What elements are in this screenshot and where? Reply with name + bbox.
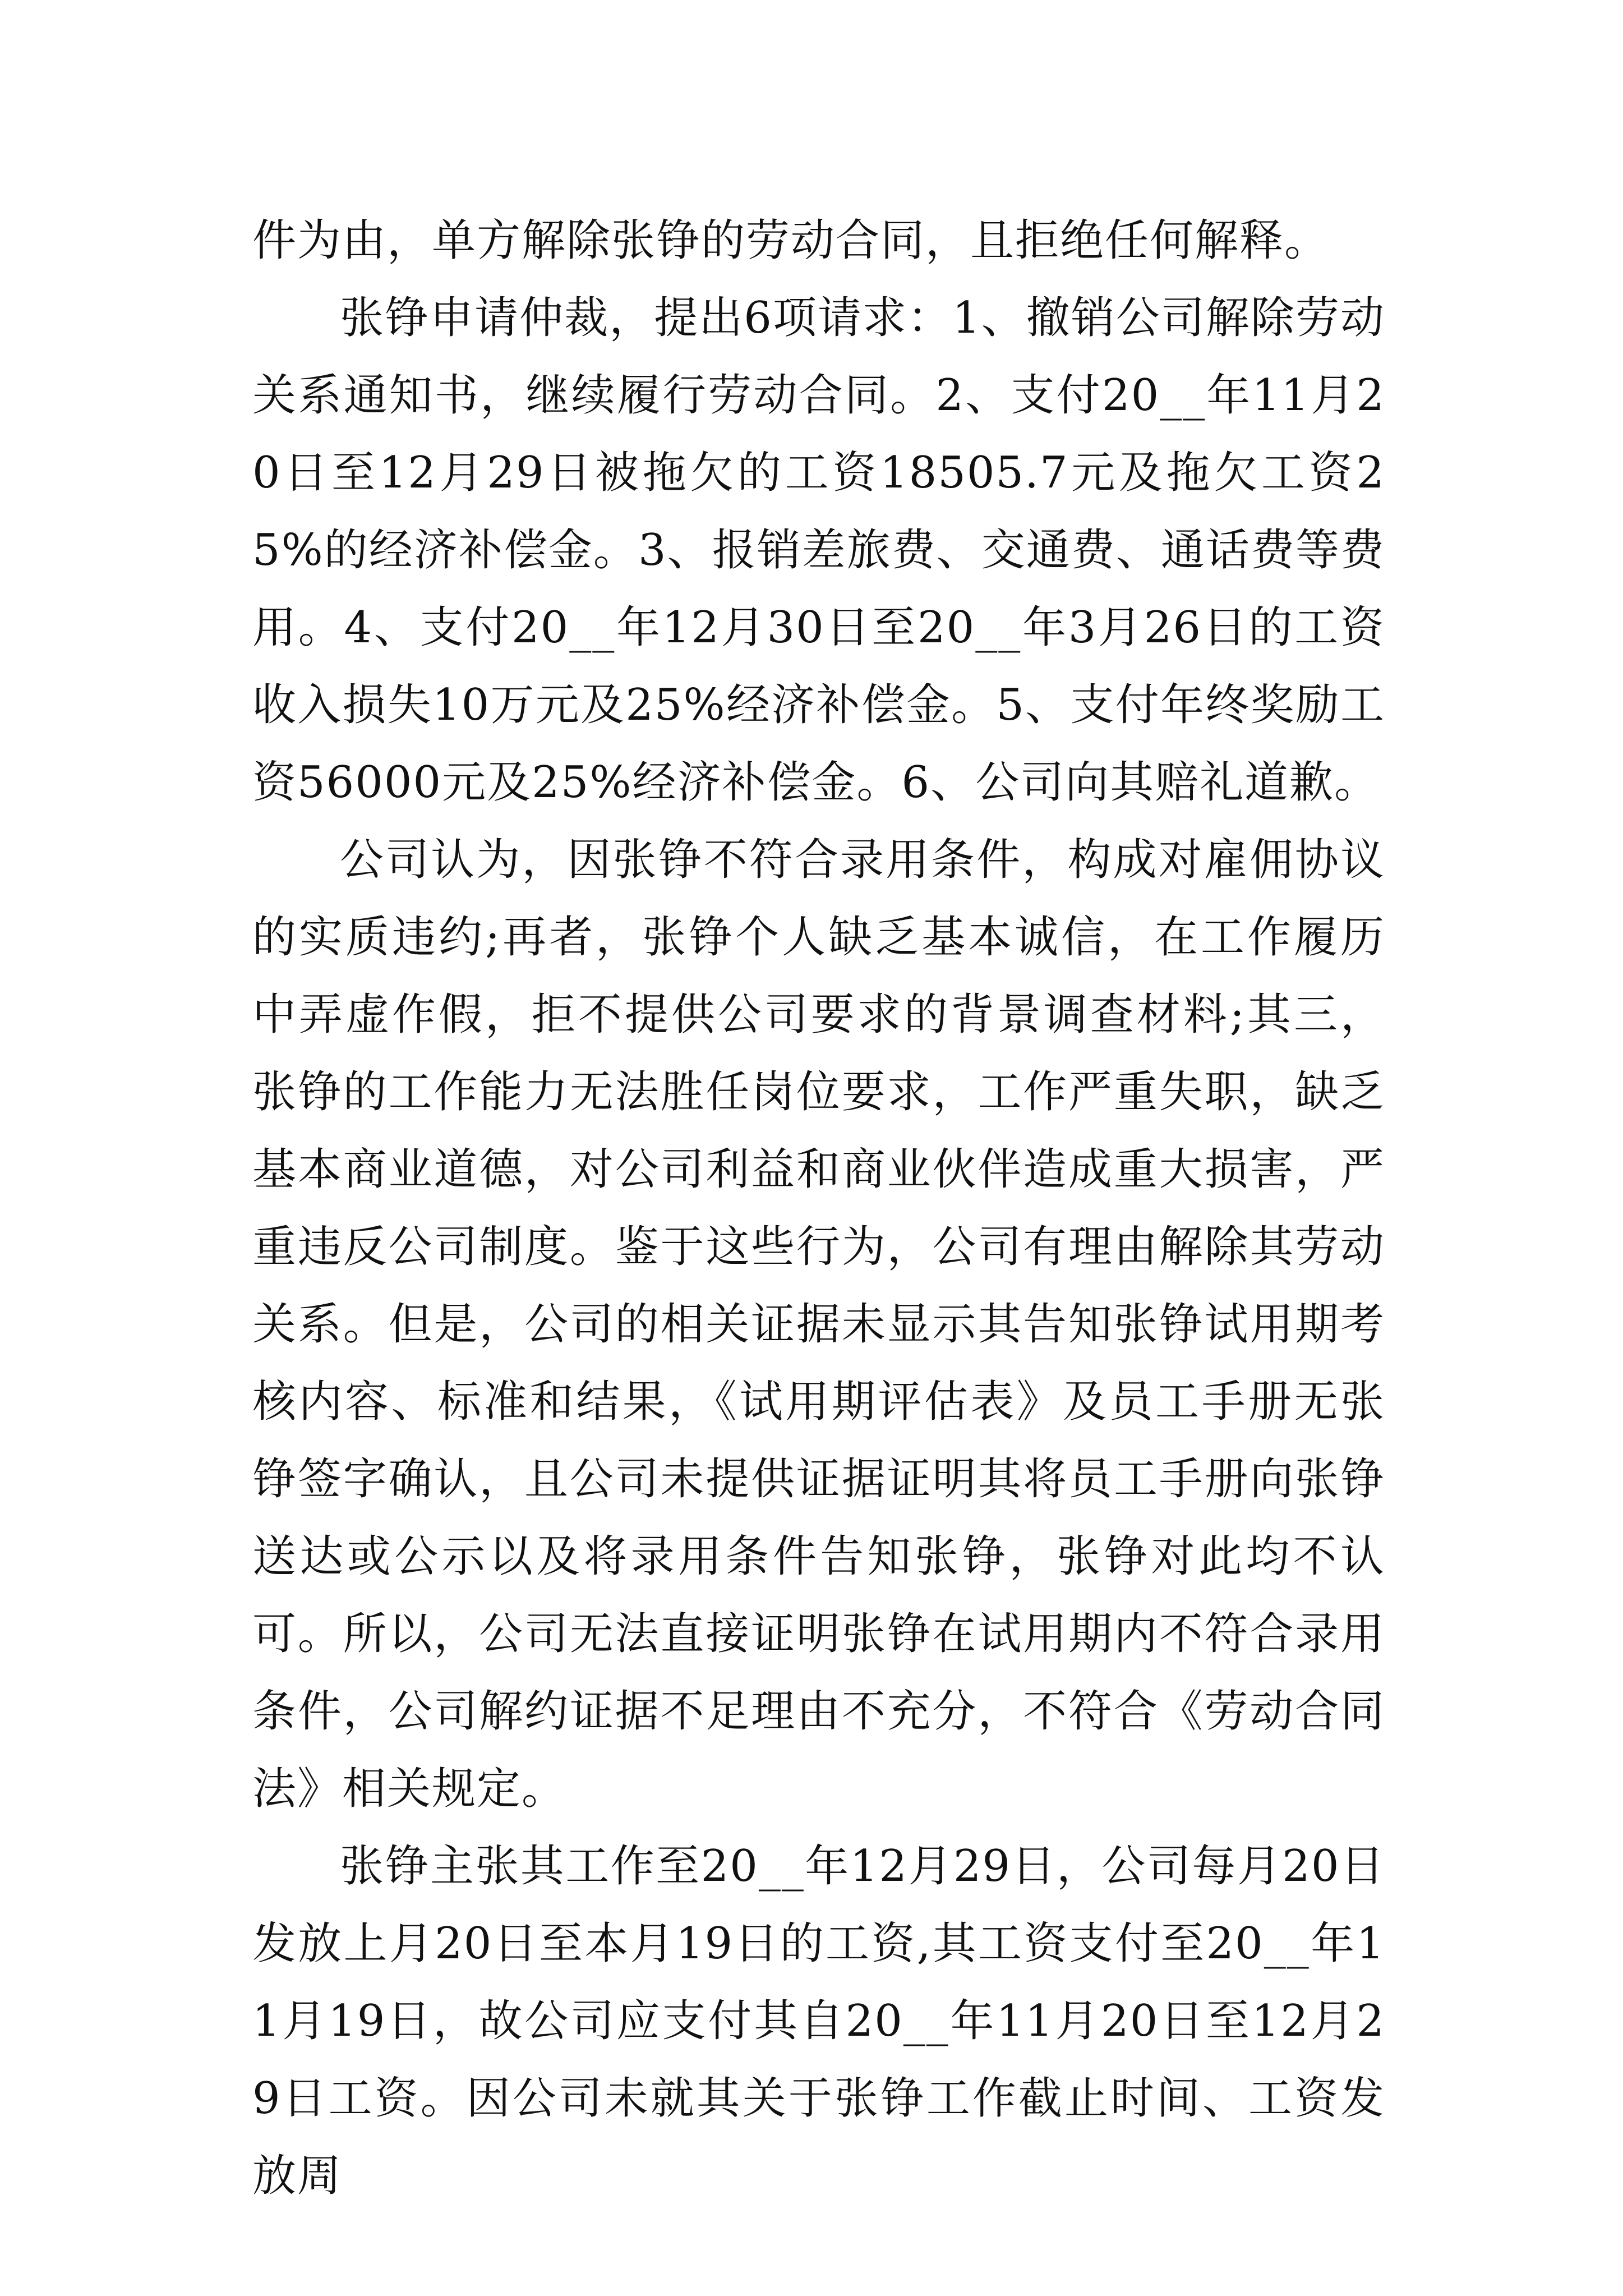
paragraph-arbitration-claims: 张铮申请仲裁，提出6项请求：1、撤销公司解除劳动关系通知书，继续履行劳动合同。2、支付20__年11月20日至12月29日被拖欠的工资18505.7元及拖欠工资25%的经济补偿金。3、报销差旅费、交通费、通话费等费用。4、支付20__年12月30日至20__年3月26日的工资收入损失10万元及25%经济补偿金。5、支付年终奖励工资56000元及25%经济补偿金。6、公司向其赔礼道歉。 bbox=[252, 293, 1385, 808]
paragraph-wage-claim: 张铮主张其工作至20__年12月29日，公司每月20日发放上月20日至本月19日的工资,其工资支付至20__年11月19日，故公司应支付其自20__年11月20日至12月29日工资。因公司未就其关于张铮工作截止时间、工资发放周 bbox=[252, 1841, 1385, 2201]
paragraph-continuation: 件为由，单方解除张铮的劳动合同，且拒绝任何解释。 bbox=[252, 215, 1330, 266]
paragraph-company-position: 公司认为，因张铮不符合录用条件，构成对雇佣协议的实质违约;再者，张铮个人缺乏基本诚信，在工作履历中弄虚作假，拒不提供公司要求的背景调查材料;其三，张铮的工作能力无法胜任岗位要求，工作严重失职，缺乏基本商业道德，对公司利益和商业伙伴造成重大损害，严重违反公司制度。鉴于这些行为，公司有理由解除其劳动关系。但是，公司的相关证据未显示其告知张铮试用期考核内容、标准和结果，《试用期评估表》及员工手册无张铮签字确认，且公司未提供证据证明其将员工手册向张铮送达或公示以及将录用条件告知张铮，张铮对此均不认可。所以，公司无法直接证明张铮在试用期内不符合录用条件，公司解约证据不足理由不充分，不符合《劳动合同法》相关规定。 bbox=[252, 835, 1385, 1814]
document-body bbox=[252, 202, 1385, 2215]
